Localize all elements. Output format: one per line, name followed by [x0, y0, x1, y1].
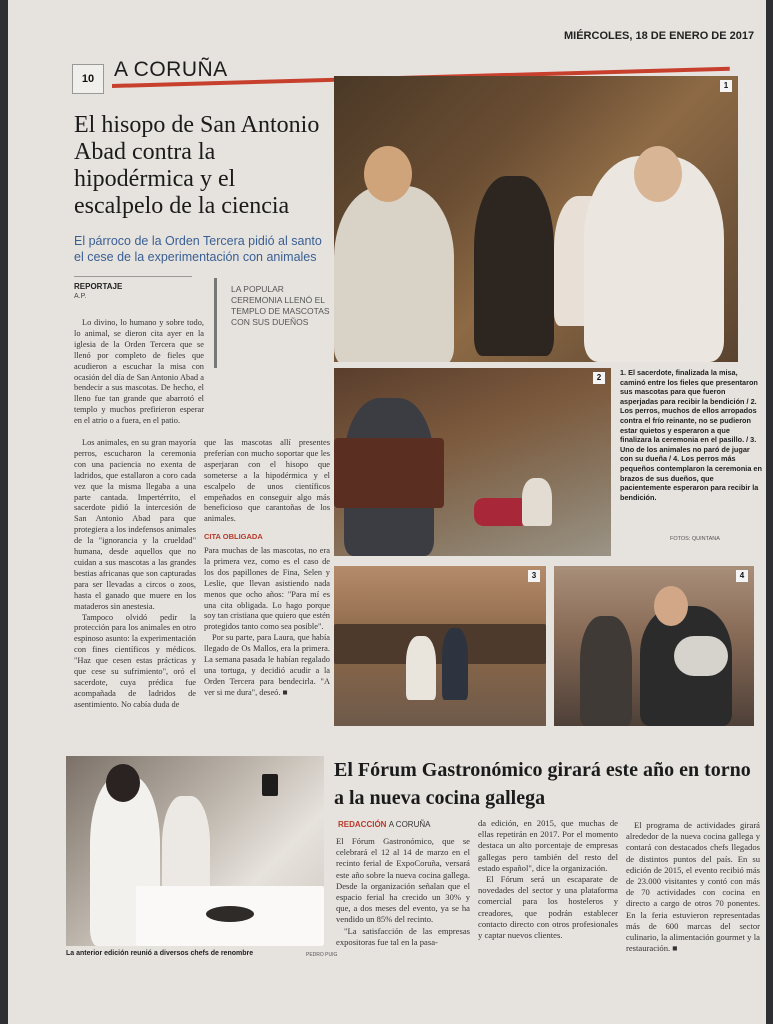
- body-paragraph: El Fórum será un escaparate de novedades del sector y una plataforma comercial para los hosteleros y creadores, que podrán establecer contacto directo con otros profesionales y captar nuevos clientes.: [478, 874, 618, 941]
- newspaper-page: [8, 0, 766, 1024]
- photo-credit: FOTOS: QUINTANA: [670, 536, 720, 542]
- article-subhead: CITA OBLIGADA: [204, 532, 263, 541]
- body-paragraph: da edición, en 2015, que muchas de ellas repetirán en 2017. Por el momento destaca un alto porcentaje de empresas gallegas pero también del resto del estado español", dice la organización.: [478, 818, 618, 873]
- page-date: MIÉRCOLES, 18 DE ENERO DE 2017: [564, 30, 755, 42]
- body-paragraph: "La satisfacción de las empresas expositoras fue tal en la pasa-: [336, 925, 470, 947]
- byline-author: REDACCIÓN: [338, 820, 387, 829]
- photo-number: 1: [720, 80, 732, 92]
- page-number: 10: [72, 64, 104, 94]
- article-column-2b: [204, 546, 330, 699]
- photo-chefs-cooking: [66, 756, 324, 946]
- photo-credit: PEDRO PUIG: [306, 952, 338, 958]
- article-column-1: [74, 438, 196, 711]
- article-column-3: [626, 820, 760, 954]
- photo-number: 3: [528, 570, 540, 582]
- kicker-divider: [74, 276, 192, 277]
- body-paragraph: El Fórum Gastronómico, que se celebrará el 12 al 14 de marzo en el recinto ferial de ExpoCoruña, versará este año sobre la nueva cocina gallega. Desde la organización señalan que el espacio ferial ha crecido un 30% y que, a dos meses del evento, ya se ha vendido un 85% del recinto.: [336, 836, 470, 925]
- article-kicker: REPORTAJE: [74, 282, 123, 291]
- body-paragraph: que las mascotas allí presentes preferían con mucho soportar que les asperjaran con el hisopo que someterse a la hipodérmica y el escalpelo de unos científicos empeñados en conseguir algo más beneficioso que carantoñas de los animales.: [204, 438, 330, 524]
- pull-quote: [214, 278, 331, 368]
- article-subheadline: El párroco de la Orden Tercera pidió al santo el cese de la experimentación con animales: [74, 234, 322, 264]
- photo-dog-playing: [334, 566, 546, 726]
- body-paragraph: Lo divino, lo humano y sobre todo, lo animal, se dieron cita ayer en la iglesia de la Orden Tercera que se llenó por completo de fieles que acudieron a escuchar la misa con ocasión del día de San Antonio Abad a bendecir a sus mascotas. De hecho, el lleno fue tan grande que abarrotó el templo y muchos prefirieron esperar en el atrio o a fuera, en el patio.: [74, 318, 204, 426]
- article-byline: [338, 820, 430, 829]
- article-column-1: [336, 836, 470, 948]
- photo-dogs-aisle: [334, 368, 611, 556]
- section-title: A CORUÑA: [114, 58, 228, 81]
- pull-quote-text: LA POPULAR CEREMONIA LLENÓ EL TEMPLO DE MASCOTAS CON SUS DUEÑOS: [231, 284, 330, 327]
- body-paragraph: Tampoco olvidó pedir la protección para los animales en otro espinoso asunto: la experimentación con fines científicos y médicos. "Haz que cesen estas prácticas y que cese su sufrimiento", oró el sacerdote, cuya prédica fue acompañada de ladridos de asentimiento. No cabía duda de: [74, 612, 196, 709]
- photo-priest-blessing: [334, 76, 738, 362]
- photo-number: 2: [593, 372, 605, 384]
- photo-caption: La anterior edición reunió a diversos chefs de renombre: [66, 950, 254, 957]
- body-paragraph: Por su parte, para Laura, que había llegado de Os Mallos, era la primera. La semana pasada le habían regalado una tortuga, y decidió acudir a la Orden Tercera para bendecirla. "A ver si me dura", deseó. ■: [204, 633, 330, 697]
- article-byline: A.P.: [74, 293, 87, 300]
- article-column-2: [204, 438, 330, 525]
- body-paragraph: El programa de actividades girará alrededor de la nueva cocina gallega y contará con destacados chefs llegados de distintos puntos del país. En su edición de 2015, el evento recibió más de 23.000 visitantes y contó con más de 70 actividades con cocina en directo a cargo de otros 70 ponentes. En la feria estuvieron representadas más de 600 marcas del sector culinario, la alimentación gourmet y la restauración. ■: [626, 820, 760, 954]
- photo-number: 4: [736, 570, 748, 582]
- photo-small-dogs: [554, 566, 754, 726]
- article-column-2: [478, 818, 618, 941]
- photo-caption: 1. El sacerdote, finalizada la misa, caminó entre los fieles que presentaron sus mascotas para que fueron asperjadas para recibir la bendición / 2. Los perros, muchos de ellos arropados contra el frío reinante, no se pudieron estar quietos y esperaron a que finalizara la ceremonia en el pasillo. / 3. Uno de los animales no paró de jugar con su dueña / 4. Los perros más pequeños contemplaron la ceremonia en brazos de sus dueños, que pacientemente esperaron para recibir la bendición.: [620, 368, 762, 502]
- article-column-1-intro: [74, 318, 204, 427]
- article-headline: El Fórum Gastronómico girará este año en torno a la nueva cocina gallega: [334, 759, 751, 809]
- article-headline: El hisopo de San Antonio Abad contra la hipodérmica y el escalpelo de la ciencia: [74, 112, 320, 219]
- byline-city: A CORUÑA: [388, 820, 431, 829]
- body-paragraph: Los animales, en su gran mayoría perros, escucharon la ceremonia con una paciencia no exenta de ladridos, que estallaron a coro cada vez que la misma llegaba a una parte cantada. Impertérrito, el sacerdote pidió la intercesión de San Antonio Abad para que protegiera a los indefensos animales de la "ignorancia y la crueldad" humana, desde aquellos que no cuidan a sus mascotas a las grandes bestias africanas que son capturadas para ser llevadas a circos o zoos, hasta el ganado que muere en los mataderos sin anestesia.: [74, 438, 196, 611]
- body-paragraph: Para muchas de las mascotas, no era la primera vez, como es el caso de los dos papillones de Fina, Selen y Leslie, que llevan asistiendo nada menos que ocho años: "Para mí es una cita obligada. Lo hago porque soy tan cristiana que quiero que estén protegidos tanto como sea posible".: [204, 546, 330, 632]
